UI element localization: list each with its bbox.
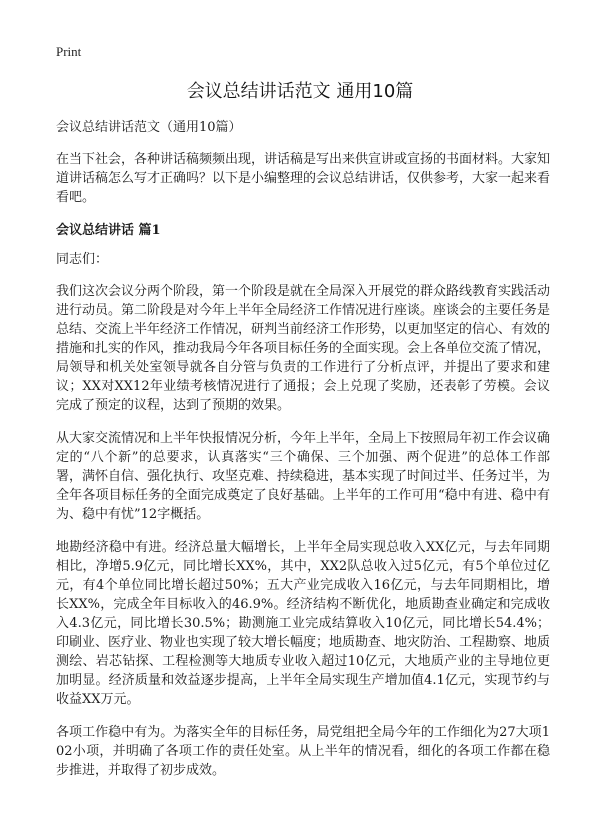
greeting: 同志们：: [56, 252, 109, 267]
document-title: 会议总结讲话范文 通用10篇: [186, 81, 414, 102]
print-link[interactable]: Print: [56, 44, 82, 59]
body-paragraph-4: 各项工作稳中有为。为落实全年的目标任务，局党组把全局今年的工作细化为27大项102小项，并明确了各项工作的责任处室。从上半年的情况看，细化的各项工作都在稳步推进，并取得了初步成效。: [56, 725, 550, 778]
intro-paragraph: 在当下社会，各种讲话稿频频出现，讲话稿是写出来供宣讲或宣扬的书面材料。大家知道讲话稿怎么写才正确吗？以下是小编整理的会议总结讲话，仅供参考，大家一起来看看吧。: [56, 152, 551, 205]
body-paragraph-2: 从大家交流情况和上半年快报情况分析，今年上半年，全局上下按照局年初工作会议确定的“八个新”的总要求，认真落实“三个确保、三个加强、两个促进”的总体工作部署，满怀自信、强化执行、攻坚克难、持续稳进，基本实现了时间过半、任务过半，为全年各项目标任务的全面完成奠定了良好基础。上半年的工作可用“稳中有进、稳中有为、稳中有忧”12字概括。: [56, 431, 551, 522]
body-paragraph-1: 我们这次会议分两个阶段，第一个阶段是就在全局深入开展党的群众路线教育实践活动进行动员。第二阶段是对今年上半年全局经济工作情况进行座谈。座谈会的主要任务是总结、交流上半年经济工作情况，研判当前经济工作形势，以更加坚定的信心、有效的措施和扎实的作风，推动我局今年各项目标任务的全面实现。会上各单位交流了情况，局领导和机关处室领导就各自分管与负责的工作进行了分析点评，并提出了要求和建议；XX对XX12年业绩考核情况进行了通报；会上兑现了奖励，还表彰了劳模。会议完成了预定的议程，达到了预期的效果。: [56, 284, 551, 413]
section-heading: 会议总结讲话 篇1: [56, 223, 161, 238]
body-paragraph-3: 地勘经济稳中有进。经济总量大幅增长，上半年全局实现总收入XX亿元，与去年同期相比，净增5.9亿元，同比增长XX%，其中，XX2队总收入过5亿元，有5个单位过亿元，有4个单位同比增长超过50%；五大产业完成收入16亿元，与去年同期相比，增长XX%，完成全年目标收入的46.9%。经济结构不断优化，地质勘查业确定和完成收入4.3亿元，同比增长30.5%；勘测施工业完成结算收入10亿元，同比增长54.4%；印刷业、医疗业、物业也实现了较大增长幅度；地质勘查、地灾防治、工程勘察、地质测绘、岩芯钻探、工程检测等大地质专业收入超过10亿元，大地质产业的主导地位更加明显。经济质量和效益逐步提高，上半年全局实现生产增加值4.1亿元，实现节约与收益XX万元。: [56, 540, 551, 707]
document-subtitle: 会议总结讲话范文（通用10篇）: [56, 120, 242, 135]
document-body: [56, 118, 550, 794]
